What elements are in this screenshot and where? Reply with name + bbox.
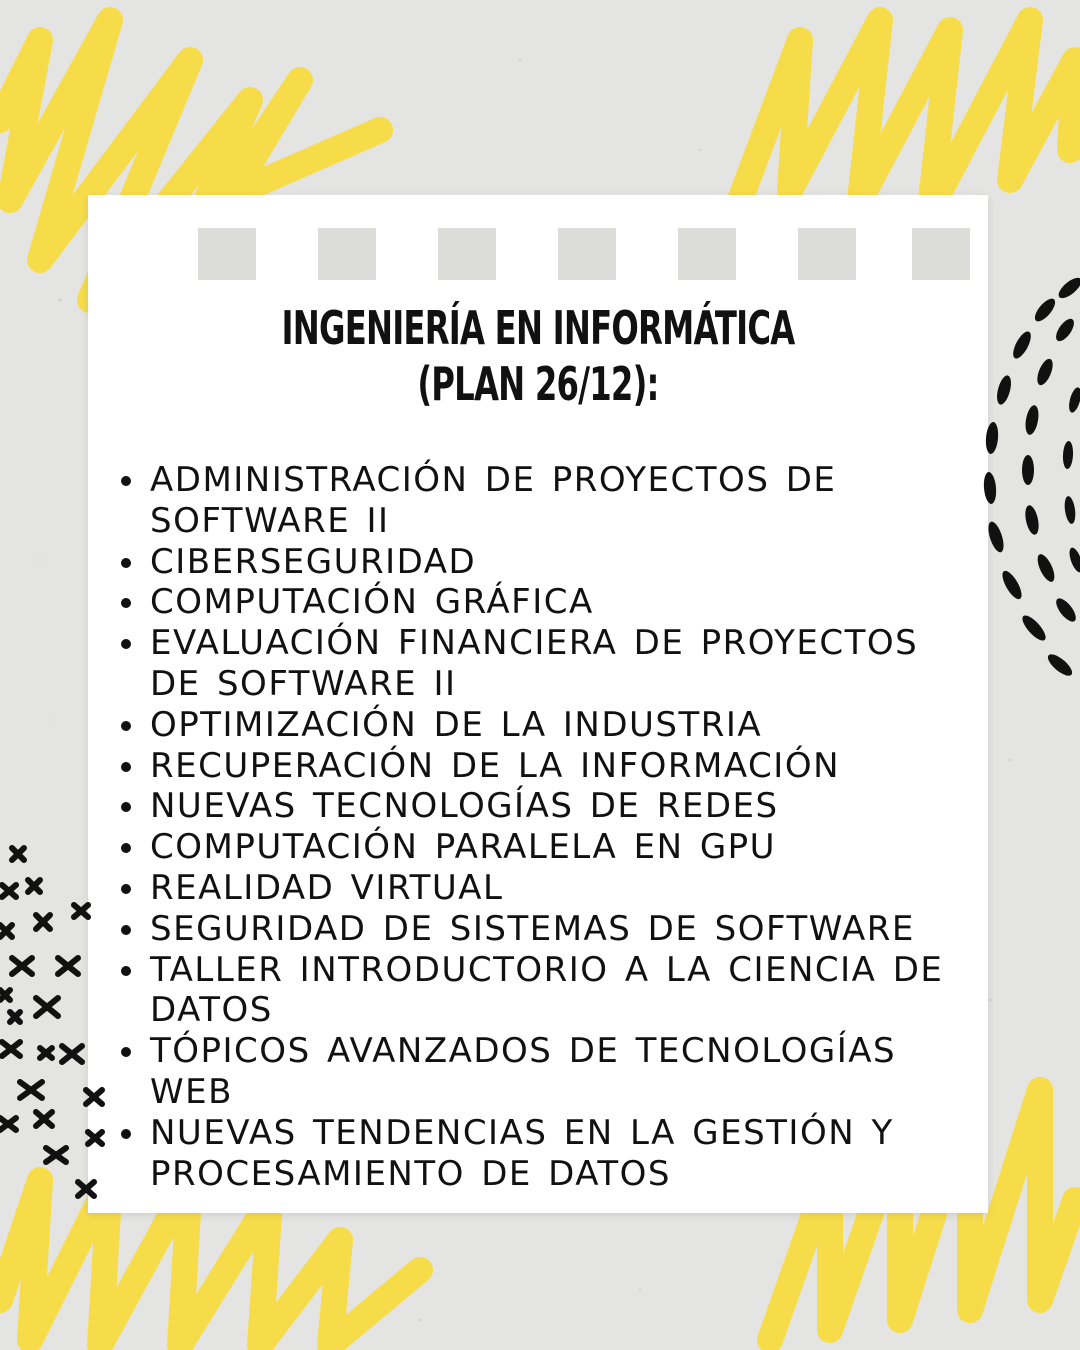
list-item — [117, 827, 957, 868]
subject-label: COMPUTACIÓN PARALELA EN GPU — [150, 827, 777, 868]
bullet-icon — [121, 884, 131, 894]
subject-label: NUEVAS TENDENCIAS EN LA GESTIÓN Y PROCESAMIENTO DE DATOS — [150, 1112, 894, 1194]
subject-label: TALLER INTRODUCTORIO A LA CIENCIA DE DATOS — [150, 949, 944, 1031]
subject-label: CIBERSEGURIDAD — [150, 541, 477, 582]
bullet-icon — [121, 966, 131, 976]
subject-label: TÓPICOS AVANZADOS DE TECNOLOGÍAS WEB — [150, 1031, 897, 1112]
paper-tab — [912, 228, 970, 280]
list-item — [117, 582, 957, 623]
bullet-icon — [121, 925, 131, 935]
scribble-top-right — [740, 20, 1075, 210]
subject-label: ADMINISTRACIÓN DE PROYECTOS DE SOFTWARE II — [150, 460, 837, 541]
subject-label: COMPUTACIÓN GRÁFICA — [150, 582, 594, 623]
subject-label: EVALUACIÓN FINANCIERA DE PROYECTOS DE SOFTWARE II — [150, 623, 919, 704]
list-item — [117, 542, 957, 583]
list-item — [117, 1113, 957, 1195]
subject-label: RECUPERACIÓN DE LA INFORMACIÓN — [150, 745, 841, 786]
subject-label: REALIDAD VIRTUAL — [150, 867, 504, 908]
paper-tab — [438, 228, 496, 280]
bullet-icon — [121, 598, 131, 608]
bullet-icon — [121, 762, 131, 772]
bullet-icon — [121, 721, 131, 731]
bullet-icon — [121, 476, 131, 486]
title-line-1: INGENIERÍA EN INFORMÁTICA — [281, 301, 795, 355]
paper-tab — [198, 228, 256, 280]
page-title — [187, 300, 889, 412]
list-item — [117, 1031, 957, 1113]
bullet-icon — [121, 802, 131, 812]
bullet-icon — [121, 1047, 131, 1057]
subject-label: SEGURIDAD DE SISTEMAS DE SOFTWARE — [150, 908, 915, 949]
bullet-icon — [121, 558, 131, 568]
subject-label: NUEVAS TECNOLOGÍAS DE REDES — [150, 786, 779, 827]
list-item — [117, 950, 957, 1032]
list-item — [117, 705, 957, 746]
list-item — [117, 623, 957, 705]
paper-tab — [678, 228, 736, 280]
bullet-icon — [121, 843, 131, 853]
list-item — [117, 460, 957, 542]
bullet-icon — [121, 639, 131, 649]
list-item — [117, 868, 957, 909]
list-item — [117, 746, 957, 787]
paper-tab — [558, 228, 616, 280]
title-line-2: (PLAN 26/12): — [417, 357, 659, 411]
list-item — [117, 786, 957, 827]
subject-list — [117, 460, 957, 1194]
subject-label: OPTIMIZACIÓN DE LA INDUSTRIA — [150, 704, 763, 745]
paper-tab — [798, 228, 856, 280]
bullet-icon — [121, 1129, 131, 1139]
list-item — [117, 909, 957, 950]
paper-tab — [318, 228, 376, 280]
